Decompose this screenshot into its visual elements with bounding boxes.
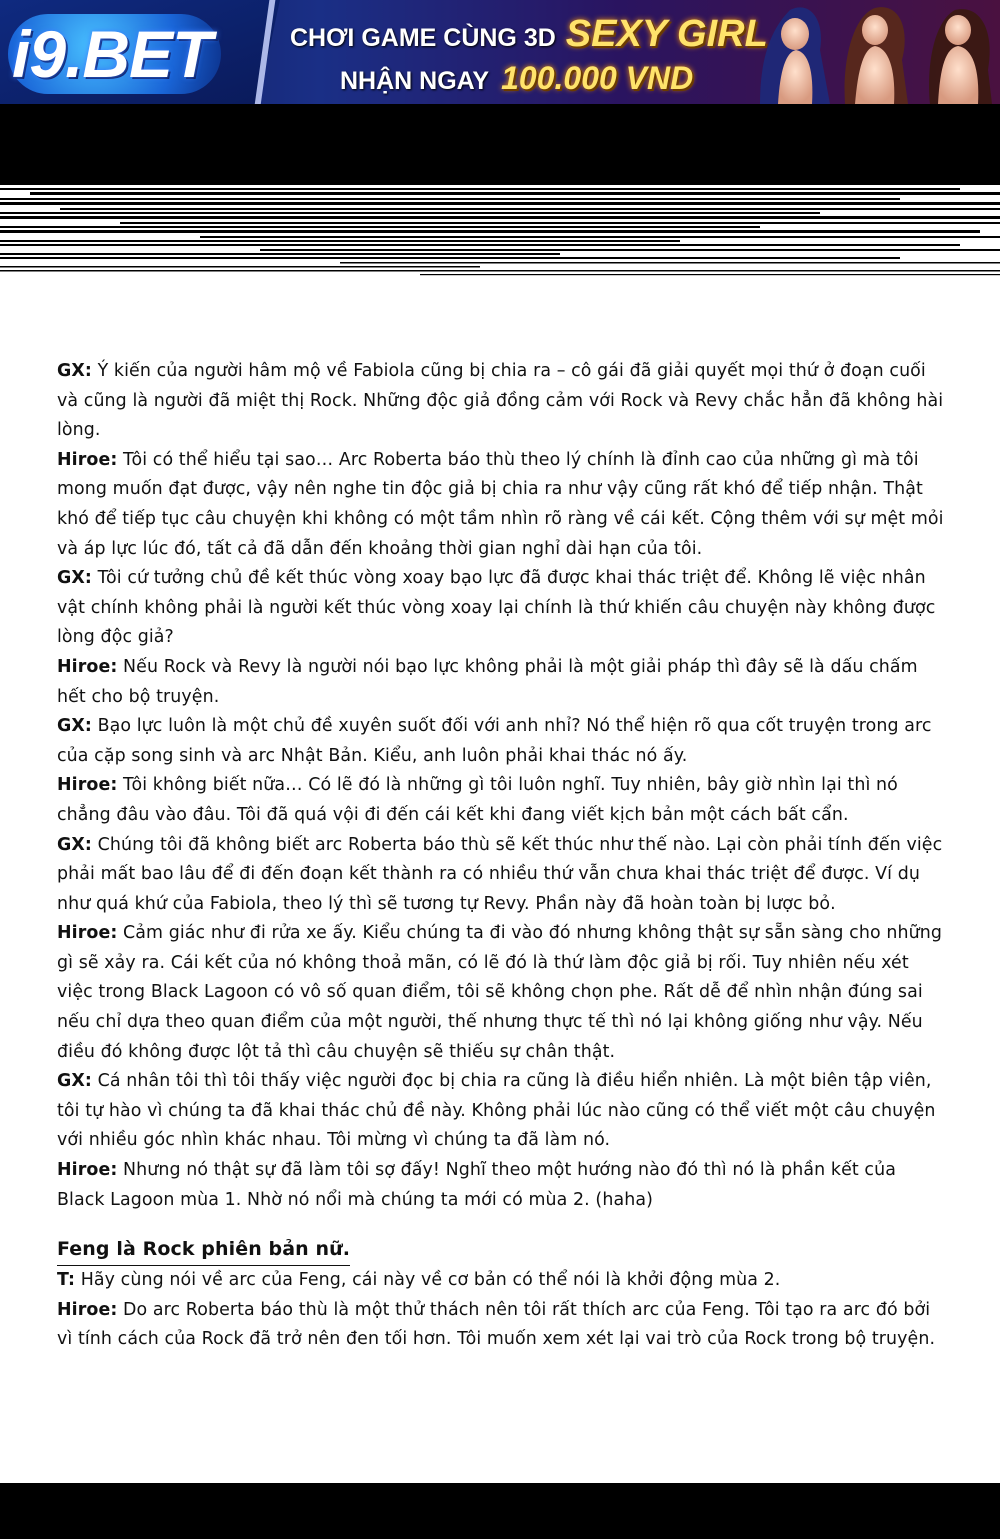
dialogue-text: Cảm giác như đi rửa xe ấy. Kiểu chúng ta đi vào đó nhưng không thật sự sẵn sàng cho những gì sẽ xảy ra. Cái kết của nó không thoả mãn, có lẽ đó là thứ làm độc giả bị rối. Tuy nhiên nếu xét việc trong Black Lagoon có vô số quan điểm, tôi sẽ không chọn phe. Rất dễ để nhìn nhận đúng sai nếu chỉ dựa theo quan điểm của một người, thế nhưng thực tế thì nó lại không giống như vậy. Nếu điều đó không được lột tả thì câu chuyện sẽ thiếu sự chân thật. <box>57 923 942 1062</box>
dialogue-line <box>57 831 947 920</box>
dialogue-line <box>57 1266 947 1296</box>
dialogue-text: Tôi cứ tưởng chủ đề kết thúc vòng xoay bạo lực đã được khai thác triệt để. Không lẽ việc nhân vật chính không phải là người kết thúc vòng xoay lại chính là thứ khiến câu chuyện này không được lòng độc giả? <box>57 568 936 648</box>
dialogue-line <box>57 1296 947 1355</box>
manga-speed-lines <box>0 176 1000 280</box>
brand-logo[interactable] <box>8 14 221 94</box>
manga-panel-black-band <box>0 104 1000 180</box>
section-heading: Feng là Rock phiên bản nữ. <box>57 1234 350 1266</box>
speaker-label: GX: <box>57 361 92 381</box>
promo-line-1-highlight: SEXY GIRL <box>565 13 768 55</box>
promo-line-1-lead: CHƠI GAME CÙNG 3D <box>290 24 556 52</box>
dialogue-text: Nếu Rock và Revy là người nói bạo lực không phải là một giải pháp thì đây sẽ là dấu chấm hết cho bộ truyện. <box>57 656 918 707</box>
dialogue-text: Hãy cùng nói về arc của Feng, cái này về cơ bản có thể nói là khởi động mùa 2. <box>80 1270 781 1291</box>
speaker-label: Hiroe: <box>57 775 118 796</box>
speaker-label: Hiroe: <box>57 449 118 470</box>
dialogue-text: Do arc Roberta báo thù là một thử thách nên tôi rất thích arc của Feng. Tôi tạo ra arc đó bởi vì tính cách của Rock đã trở nên đen tối hơn. Tôi muốn xem xét lại vai trò của Rock trong bộ truyện. <box>57 1299 936 1350</box>
dialogue-line <box>57 1067 947 1156</box>
dialogue-text: Ý kiến của người hâm mộ về Fabiola cũng bị chia ra – cô gái đã giải quyết mọi thứ ở đoạn cuối và cũng là người đã miệt thị Rock. Những độc giả đồng cảm với Rock và Revy chắc hẳn đã không hài lòng. <box>57 361 944 441</box>
dialogue-text: Nhưng nó thật sự đã làm tôi sợ đấy! Nghĩ theo một hướng nào đó thì nó là phần kết của Black Lagoon mùa 1. Nhờ nó nổi mà chúng ta mới có mùa 2. (haha) <box>57 1160 896 1210</box>
dialogue-text: Chúng tôi đã không biết arc Roberta báo thù sẽ kết thúc như thế nào. Lại còn phải tính đến việc phải mất bao lâu để đi đến đoạn kết thành ra có nhiều thứ vẫn chưa khai thác triệt để được. Ví dụ như quá khứ của Fabiola, theo lý thì sẽ tương tự Revy. Phần này đã hoàn toàn bị lược bỏ. <box>57 834 943 914</box>
promo-line-2-highlight: 100.000 VND <box>501 60 694 96</box>
promo-line-2 <box>340 58 693 98</box>
interview-text <box>57 357 947 1355</box>
speaker-label: Hiroe: <box>57 1299 118 1320</box>
speaker-label: GX: <box>57 1071 92 1092</box>
dialogue-line <box>57 357 947 446</box>
dialogue-line <box>57 1156 947 1215</box>
promo-line-2-lead: NHẬN NGAY <box>340 67 490 95</box>
dialogue-line <box>57 564 947 653</box>
bottom-black-band <box>0 1483 1000 1539</box>
dialogue-text: Cá nhân tôi thì tôi thấy việc người đọc bị chia ra cũng là điều hiển nhiên. Là một biên tập viên, tôi tự hào vì chúng ta đã khai thác chủ đề này. Không phải lúc nào cũng có thể viết một câu chuyện với nhiều góc nhìn khác nhau. Tôi mừng vì chúng ta đã làm nó. <box>57 1071 936 1151</box>
speaker-label: GX: <box>57 568 92 589</box>
speaker-label: GX: <box>57 716 92 737</box>
speaker-label: Hiroe: <box>57 656 118 677</box>
dialogue-line <box>57 712 947 771</box>
dialogue-line <box>57 446 947 564</box>
ad-banner[interactable] <box>0 0 1000 104</box>
dialogue-line <box>57 653 947 712</box>
banner-character-art <box>750 0 1000 104</box>
dialogue-text: Bạo lực luôn là một chủ đề xuyên suốt đối với anh nhỉ? Nó thể hiện rõ qua cốt truyện trong arc của cặp song sinh và arc Nhật Bản. Kiểu, anh luôn phải khai thác nó ấy. <box>57 716 932 766</box>
dialogue-text: Tôi không biết nữa… Có lẽ đó là những gì tôi luôn nghĩ. Tuy nhiên, bây giờ nhìn lại thì nó chẳng đâu vào đâu. Tôi đã quá vội đi đến cái kết khi đang viết kịch bản một cách bất cẩn. <box>57 775 898 825</box>
speaker-label: T: <box>57 1270 76 1291</box>
promo-line-1 <box>290 14 768 54</box>
logo-text: i9.BET <box>8 14 221 94</box>
speaker-label: GX: <box>57 834 92 855</box>
speaker-label: Hiroe: <box>57 923 118 944</box>
dialogue-line <box>57 919 947 1067</box>
dialogue-text: Tôi có thể hiểu tại sao… Arc Roberta báo thù theo lý chính là đỉnh cao của những gì mà tôi mong muốn đạt được, vậy nên nghe tin độc giả bị chia ra như vậy cũng rất khó để tiếp nhận. Thật khó để tiếp tục câu chuyện khi không có một tầm nhìn rõ ràng về cái kết. Cộng thêm với sự mệt mỏi và áp lực lúc đó, tất cả đã dẫn đến khoảng thời gian nghỉ dài hạn của tôi. <box>57 449 944 559</box>
speaker-label: Hiroe: <box>57 1160 118 1181</box>
dialogue-line <box>57 771 947 830</box>
